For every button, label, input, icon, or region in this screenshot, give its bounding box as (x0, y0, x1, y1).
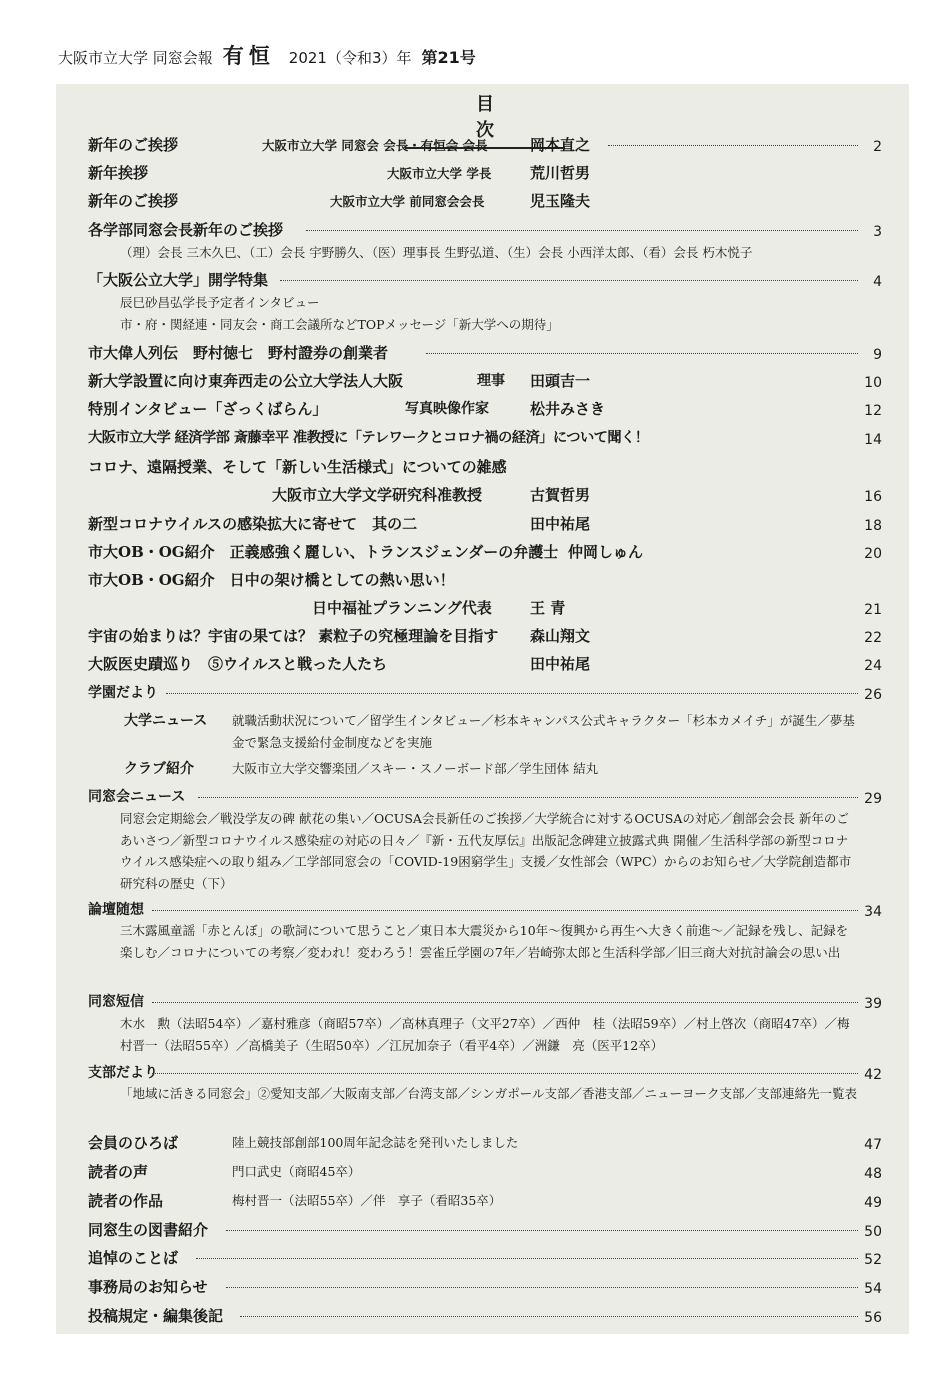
entry-page: 2 (873, 139, 882, 155)
leader-dots (306, 230, 858, 231)
entry-page: 20 (864, 546, 882, 562)
toc-entry[interactable] (0, 681, 925, 707)
toc-heading: 目次 (405, 90, 565, 149)
leader-dots (226, 1287, 858, 1288)
entry-page: 18 (864, 518, 882, 534)
publication-brand: 有恒 (222, 43, 275, 68)
publication-org: 大阪市立大学 同窓会報 (58, 49, 213, 67)
entry-page: 22 (864, 630, 882, 646)
toc-entry[interactable] (0, 512, 925, 538)
entry-page: 10 (864, 375, 882, 391)
entry-subline: 市・府・関経連・同友会・商工会議所などTOPメッセージ「新大学への期待」 (120, 317, 559, 332)
entry-title: 市大偉人列伝 野村徳七 野村證券の創業者 (88, 344, 389, 362)
entry-page: 39 (864, 996, 882, 1012)
toc-entry[interactable] (0, 218, 925, 244)
entry-title: 市大OB・OG紹介 日中の架け橋としての熱い思い！ (88, 571, 455, 589)
entry-subline: 辰巳砂昌弘学長予定者インタビュー (120, 295, 320, 310)
leader-dots (166, 693, 858, 694)
subentry-text: 大阪市立大学交響楽団／スキー・スノーボード部／学生団体 結丸 (232, 761, 599, 776)
entry-title: 新年挨拶 (88, 164, 149, 182)
entry-description: 陸上競技部創部100周年記念誌を発刊いたしました (232, 1135, 519, 1150)
entry-author: 岡本直之 (530, 136, 591, 154)
toc-entry[interactable] (0, 540, 925, 566)
toc-entry[interactable] (0, 1160, 925, 1186)
entry-page: 29 (864, 791, 882, 807)
toc-entry[interactable] (0, 341, 925, 367)
entry-title: 同窓会ニュース (88, 789, 186, 805)
toc-entry[interactable] (0, 624, 925, 650)
entry-title: 新年のご挨拶 (88, 192, 179, 210)
entry-author: 森山翔文 (530, 627, 591, 645)
entry-subline: （理）会長 三木久巳、（工）会長 宇野勝久、（医）理事長 生野弘道、（生）会長 小西洋太郎、（看）会長 朽木悦子 (120, 245, 753, 260)
entry-author: 松井みさき (530, 400, 606, 418)
entry-page: 3 (873, 224, 882, 240)
entry-affiliation: 大阪市立大学 学長 (387, 166, 492, 181)
subentry-label: クラブ紹介 (124, 761, 194, 777)
toc-entry[interactable] (0, 652, 925, 678)
entry-title: 日中福祉プランニング代表 (312, 599, 492, 617)
entry-page: 26 (864, 687, 882, 703)
subentry-label: 大学ニュース (124, 713, 208, 729)
entry-title: 新型コロナウイルスの感染拡大に寄せて 其の二 (88, 515, 418, 533)
entry-title: 投稿規定・編集後記 (88, 1307, 224, 1325)
entry-page: 42 (864, 1067, 882, 1083)
leader-dots (426, 353, 858, 354)
entry-page: 52 (864, 1252, 882, 1268)
entry-title: 大阪市立大学文学研究科准教授 (272, 486, 483, 504)
entry-title: 市大OB・OG紹介 正義感強く麗しい、トランスジェンダーの弁護士 (88, 543, 559, 561)
toc-entry[interactable] (0, 1304, 925, 1330)
toc-entry[interactable] (0, 133, 925, 159)
toc-entry[interactable] (0, 1189, 925, 1215)
entry-title: 事務局のお知らせ (88, 1278, 208, 1296)
masthead (58, 40, 476, 70)
entry-page: 21 (864, 602, 882, 618)
entry-description: 梅村晋一（法昭55卒）／伴 享子（看昭35卒） (232, 1193, 502, 1208)
toc-entry[interactable] (0, 397, 925, 423)
subentry-text: 就職活動状況について／留学生インタビュー／杉本キャンパス公式キャラクター「杉本カメイチ」が誕生／夢基金で緊急支援給付金制度などを実施 (232, 713, 855, 750)
entry-title: 新大学設置に向け東奔西走の公立大学法人大阪 (88, 372, 404, 390)
entry-author: 田中祐尾 (530, 515, 591, 533)
toc-entry[interactable] (0, 189, 925, 215)
entry-author: 児玉隆夫 (530, 192, 591, 210)
entry-author: 王 青 (530, 599, 566, 617)
entry-author: 仲岡しゅん (568, 543, 644, 561)
leader-dots (608, 145, 858, 146)
entry-title: 大阪市立大学 経済学部 斎藤幸平 准教授に「テレワークとコロナ禍の経済」について聞く！ (88, 430, 649, 446)
leader-dots (152, 1073, 858, 1074)
entry-title: 特別インタビュー「ざっくばらん」 (88, 400, 328, 418)
entry-page: 47 (864, 1137, 882, 1153)
leader-dots (198, 797, 858, 798)
entry-title: 宇宙の始まりは？宇宙の果ては？ 素粒子の究極理論を目指す (88, 627, 499, 645)
leader-dots (240, 1316, 858, 1317)
toc-entry[interactable] (0, 483, 925, 509)
toc-subentry[interactable] (0, 757, 925, 783)
toc-entry[interactable] (0, 161, 925, 187)
toc-entry[interactable] (0, 1218, 925, 1244)
entry-title: 追悼のことば (88, 1249, 179, 1267)
entry-description: 門口武史（商昭45卒） (232, 1164, 361, 1179)
entry-page: 4 (873, 274, 882, 290)
toc-entry[interactable] (0, 268, 925, 294)
entry-title: 「大阪公立大学」開学特集 (88, 271, 269, 289)
entry-text: 木水 勲（法昭54卒）／嘉村雅彦（商昭57卒）／高林真理子（文平27卒）／西仲 桂（法昭59卒）／村上啓次（商昭47卒）／梅村晋一（法昭55卒）／高橋美子（生昭50卒）／江尻加奈子（看平4卒）／洲鎌 亮（医平12卒） (120, 1016, 850, 1053)
entry-text: 「地域に活きる同窓会」②愛知支部／大阪南支部／台湾支部／シンガポール支部／香港支部／ニューヨーク支部／支部連絡先一覧表 (120, 1086, 857, 1101)
entry-title: 論壇随想 (88, 902, 144, 918)
entry-author: 田中祐尾 (530, 655, 591, 673)
entry-author: 古賀哲男 (530, 486, 591, 504)
entry-affiliation: 大阪市立大学 同窓会 会長・有恒会 会長 (262, 138, 488, 153)
leader-dots (152, 1002, 858, 1003)
toc-entry[interactable] (0, 455, 925, 481)
leader-dots (152, 910, 858, 911)
entry-title: コロナ、遠隔授業、そして「新しい生活様式」についての雑感 (88, 458, 507, 476)
leader-dots (196, 1258, 858, 1259)
issue-number: 第21号 (421, 48, 476, 67)
entry-page: 9 (873, 347, 882, 363)
entry-title: 各学部同窓会長新年のご挨拶 (88, 221, 284, 239)
toc-entry[interactable] (0, 596, 925, 622)
entry-page: 49 (864, 1195, 882, 1211)
entry-author: 田頭吉一 (530, 372, 591, 390)
entry-title: 支部だより (88, 1065, 158, 1081)
entry-page: 34 (864, 904, 882, 920)
entry-page: 48 (864, 1166, 882, 1182)
toc-entry[interactable] (0, 568, 925, 594)
entry-page: 16 (864, 489, 882, 505)
publication-year: 2021（令和3）年 (288, 49, 412, 67)
leader-dots (226, 1230, 858, 1231)
entry-text: 同窓会定期総会／戦没学友の碑 献花の集い／OCUSA会長新任のご挨拶／大学統合に対するOCUSAの対応／創部会会長 新年のごあいさつ／新型コロナウイルス感染症の対応の日々／『新・五代友厚伝』出版記念碑建立披露式典 開催／生活科学部の新型コロナウイルス感染症への取り組み／工学部同窓会の「COVID-19困窮学生」支援／女性部会（WPC）からのお知らせ／大学院創造都市研究科の歴史（下） (120, 811, 852, 891)
entry-page: 14 (864, 432, 882, 448)
leader-dots (280, 280, 858, 281)
toc-entry[interactable] (0, 1131, 925, 1157)
entry-page: 24 (864, 658, 882, 674)
entry-title: 新年のご挨拶 (88, 136, 179, 154)
toc-entry[interactable] (0, 1246, 925, 1272)
toc-entry[interactable] (0, 369, 925, 395)
entry-title: 学園だより (88, 685, 158, 701)
entry-affiliation: 写真映像作家 (405, 401, 489, 417)
entry-page: 54 (864, 1281, 882, 1297)
entry-title: 同窓生の図書紹介 (88, 1221, 209, 1239)
entry-page: 12 (864, 403, 882, 419)
entry-title: 読者の作品 (88, 1192, 164, 1210)
entry-title: 会員のひろば (88, 1134, 179, 1152)
entry-title: 大阪医史蹟巡り ⑤ウイルスと戦った人たち (88, 655, 388, 673)
entry-title: 読者の声 (88, 1163, 149, 1181)
entry-page: 50 (864, 1224, 882, 1240)
entry-text: 三木露風童謡「赤とんぼ」の歌詞について思うこと／東日本大震災から10年〜復興から再生へ大きく前進〜／記録を残し、記録を楽しむ／コロナについての考察／変われ！変わろう！雲雀丘学園の7年／岩崎弥太郎と生活科学部／旧三商大対抗討論会の思い出 (120, 923, 849, 960)
entry-affiliation: 大阪市立大学 前同窓会会長 (330, 194, 485, 209)
entry-author: 荒川哲男 (530, 164, 591, 182)
entry-affiliation: 理事 (477, 373, 505, 389)
entry-page: 56 (864, 1310, 882, 1326)
toc-entry[interactable] (0, 426, 925, 452)
toc-entry[interactable] (0, 1275, 925, 1301)
entry-title: 同窓短信 (88, 994, 144, 1010)
